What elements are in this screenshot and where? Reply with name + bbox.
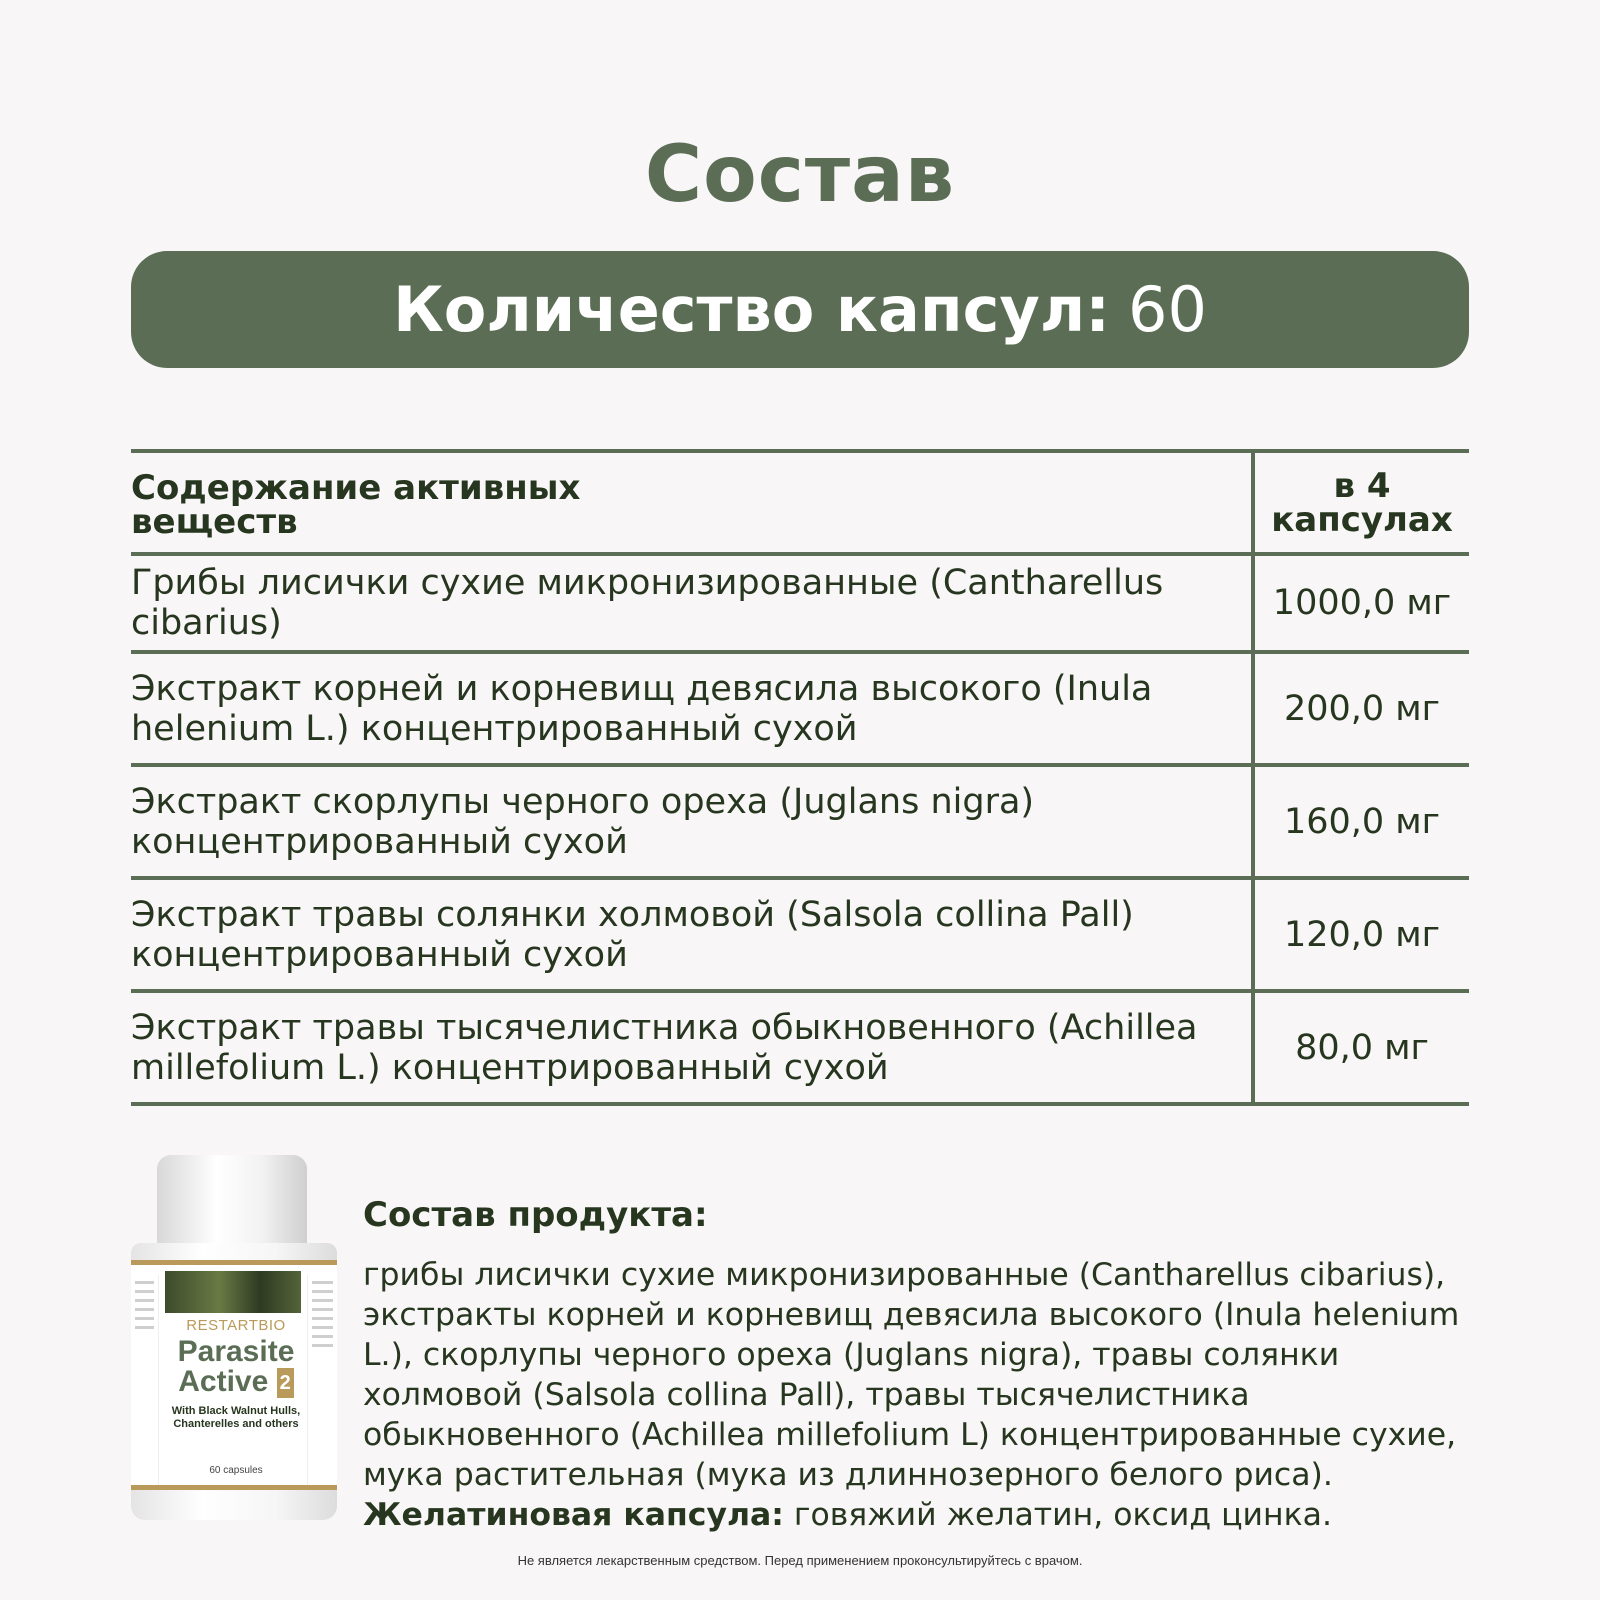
table-header-amount: в 4 капсулах [1271,465,1453,540]
capsule-count-banner [131,251,1469,368]
label-side-text-left [131,1275,159,1485]
product-composition [363,1195,1473,1535]
gelatin-capsule-label: Желатиновая капсула: [363,1497,784,1533]
product-bottle-image [131,1155,337,1520]
table-row [131,654,1469,767]
table-row [131,556,1469,654]
product-name [161,1337,311,1398]
table-row [131,767,1469,880]
product-subtitle: With Black Walnut Hulls, Chanterelles and others [171,1405,301,1430]
ingredient-name: Экстракт корней и корневищ девясила высокого (Inula helenium L.) концентрированный сухой [131,654,1255,763]
bottle-lid [157,1155,307,1250]
product-name-line2: Active [178,1365,269,1398]
gelatin-capsule-line [363,1495,1473,1535]
brand-logo: RESTARTBIO [186,1317,286,1334]
gelatin-capsule-text: говяжий желатин, оксид цинка. [793,1497,1332,1533]
product-name-line1: Parasite [177,1335,295,1368]
active-ingredients-table [131,449,1469,1106]
capsule-count-value: 60 [1128,273,1207,346]
ingredient-name: Экстракт скорлупы черного ореха (Juglans nigra) концентрированный сухой [131,767,1255,876]
disclaimer: Не является лекарственным средством. Перед применением проконсультируйтесь с врачом. [517,1553,1083,1568]
product-capsule-count: 60 capsules [209,1465,263,1476]
table-row [131,880,1469,993]
table-header-row [131,453,1469,556]
ingredient-amount: 1000,0 мг [1272,583,1452,623]
ingredient-amount: 120,0 мг [1283,914,1441,955]
table-header-name: Содержание активных веществ [131,453,1255,552]
ingredient-name: Экстракт травы солянки холмовой (Salsola collina Pall) концентрированный сухой [131,880,1255,989]
page-title: Состав [644,130,956,220]
composition-heading: Состав продукта: [363,1195,708,1235]
product-number-badge: 2 [277,1368,294,1398]
bottle-label [131,1260,337,1490]
label-side-text-right [307,1275,337,1485]
table-row [131,993,1469,1106]
ingredient-amount: 80,0 мг [1295,1027,1429,1068]
ingredient-name: Грибы лисички сухие микронизированные (Cantharellus cibarius) [131,556,1255,650]
composition-text: грибы лисички сухие микронизированные (Cantharellus cibarius), экстракты корней и корневищ девясила высокого (Inula helenium L.), скорлупы черного ореха (Juglans nigra), травы солянки холмовой (Salsola collina Pall), травы тысячелистника обыкновенного (Achillea millefolium L) концентрированные сухие, мука растительная (мука из длиннозерного белого риса). [363,1257,1460,1493]
label-leaves-graphic [165,1271,301,1313]
ingredient-name: Экстракт травы тысячелистника обыкновенного (Achillea millefolium L.) концентрированный сухой [131,993,1255,1102]
ingredient-amount: 160,0 мг [1283,801,1441,842]
capsule-count-label: Количество капсул: [393,273,1111,346]
ingredient-amount: 200,0 мг [1283,688,1441,729]
